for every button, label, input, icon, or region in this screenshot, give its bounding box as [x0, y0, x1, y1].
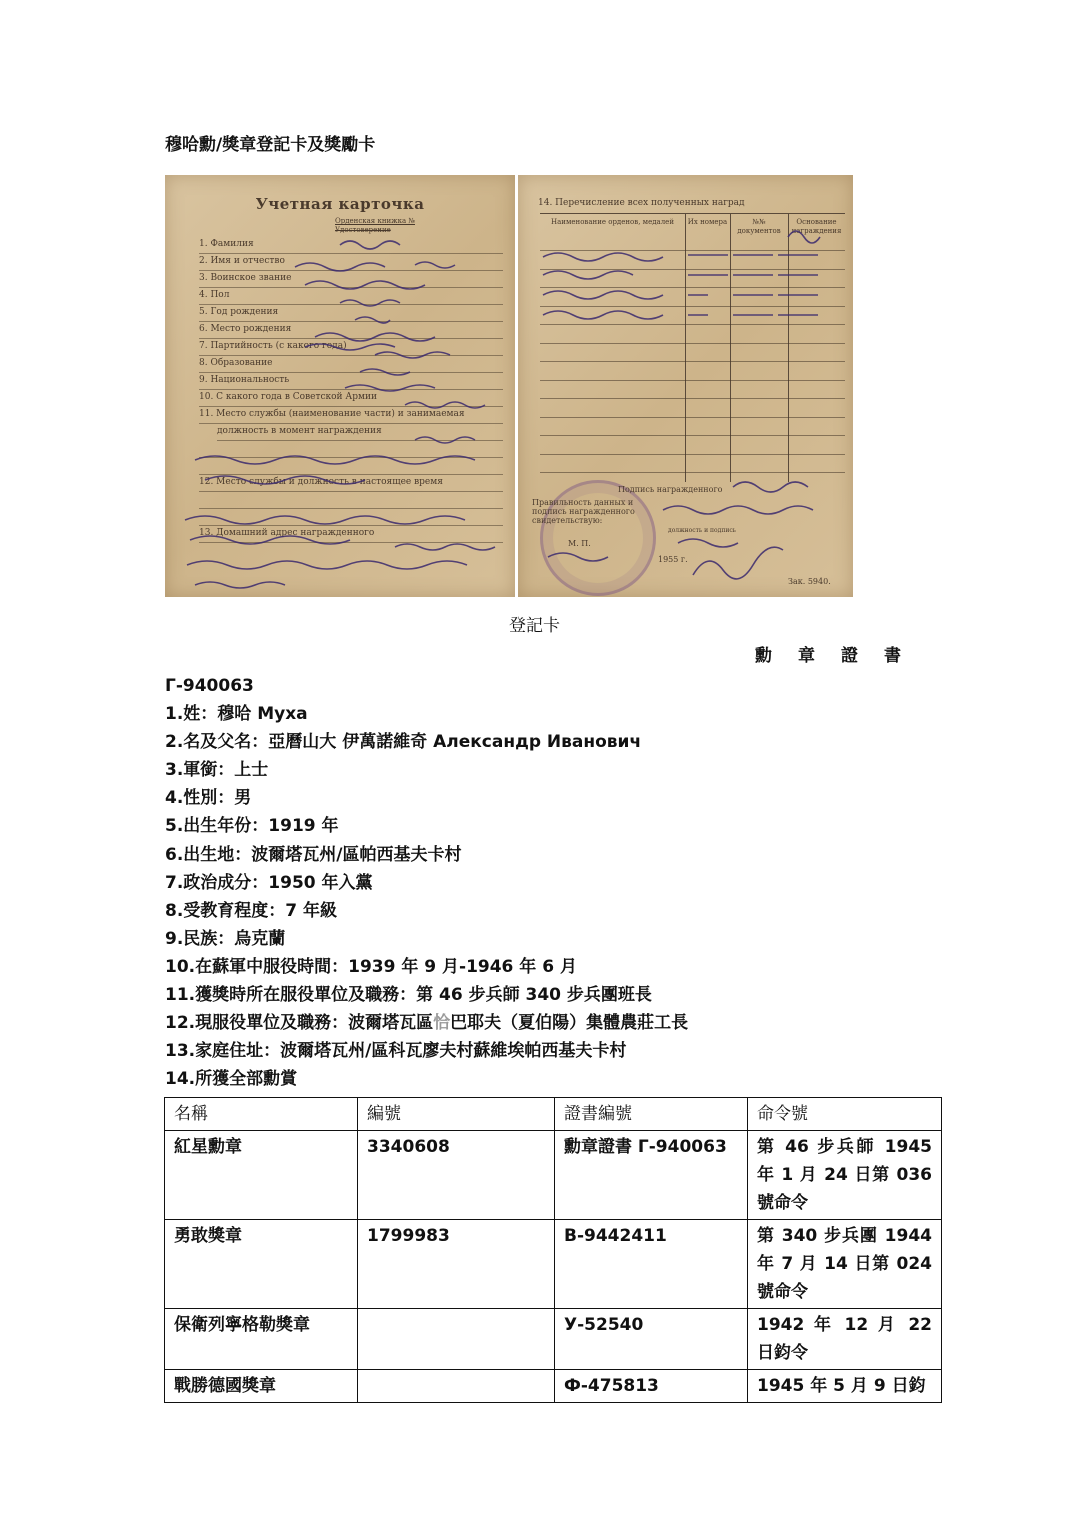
table-row [165, 1309, 942, 1370]
header-cell: 名稱 [165, 1098, 358, 1131]
text: 恰 [433, 1013, 451, 1034]
year-label: 1955 г. [658, 555, 688, 564]
header-cell: 證書編號 [555, 1098, 748, 1131]
award-name: 保衛列寧格勒獎章 [165, 1309, 358, 1370]
card-field-label: должность в момент награждения [217, 424, 503, 441]
table-row [165, 1370, 942, 1403]
field-nationality: 9.民族：烏克蘭 [165, 928, 286, 949]
card-field-label: 8. Образование [199, 356, 503, 373]
field-surname: 1.姓：穆哈 Муха [165, 704, 308, 725]
header-cell: 編號 [358, 1098, 555, 1131]
heading-char: 勳 [755, 646, 772, 666]
certificate-heading [755, 645, 927, 667]
table-header-row [165, 1098, 942, 1131]
card-field-label: 6. Место рождения [199, 322, 503, 339]
registration-card-front-image [165, 175, 515, 597]
certificate-number: Ф-475813 [555, 1370, 748, 1403]
handwriting-decoration [518, 175, 853, 597]
card-field-label: 7. Партийность (с какого года) [199, 339, 503, 356]
card-subtitle-struck: Удостоверение [335, 226, 391, 234]
table-row [165, 1220, 942, 1309]
card-field-label: 2. Имя и отчество [199, 254, 503, 271]
seal-label: М. П. [568, 539, 591, 548]
awards-table [164, 1097, 942, 1403]
card-title: Учетная карточка [255, 195, 425, 213]
card-field-label: 13. Домашний адрес награжденного [199, 526, 503, 543]
card-subtitle: Орденская книжка № [335, 217, 415, 225]
field-party: 7.政治成分：1950 年入黨 [165, 872, 373, 893]
heading-char: 書 [884, 646, 901, 666]
award-number [358, 1309, 555, 1370]
award-name: 戰勝德國獎章 [165, 1370, 358, 1403]
award-name: 勇敢獎章 [165, 1220, 358, 1309]
card-field-label: 4. Пол [199, 288, 503, 305]
order-number: 1942 年 12 月 22 日鈞令 [748, 1309, 942, 1370]
position-label: должность и подпись [668, 527, 736, 534]
field-education: 8.受教育程度：7 年級 [165, 900, 338, 921]
document-title: 穆哈勳/獎章登記卡及獎勵卡 [165, 135, 376, 155]
image-caption: 登記卡 [509, 616, 560, 636]
heading-char: 證 [841, 646, 858, 666]
handwriting-decoration [165, 175, 515, 597]
award-number: 3340608 [358, 1131, 555, 1220]
card-field-label: 10. С какого года в Советской Армии [199, 390, 503, 407]
text: 12.現服役單位及職務：波爾塔瓦區 [165, 1013, 434, 1034]
field-unit-at-award: 11.獲獎時所在服役單位及職務：第 46 步兵師 340 步兵團班長 [165, 985, 652, 1006]
signature-label: Подпись награжденного [618, 485, 723, 494]
col-header: Основание награждения [791, 218, 842, 235]
field-awards-heading: 14.所獲全部勳賞 [165, 1069, 298, 1090]
card-field-label: 12. Место службы и должность в настоящее время [199, 475, 503, 492]
award-number [358, 1370, 555, 1403]
awards-list-heading: 14. Перечисление всех полученных наград [538, 198, 745, 208]
field-current-position [165, 1009, 688, 1037]
registration-fields [165, 672, 688, 1093]
col-header: Наименование орденов, медалей [551, 218, 674, 226]
card-field-label: 1. Фамилия [199, 237, 503, 254]
certificate-number: У-52540 [555, 1309, 748, 1370]
field-service-period: 10.在蘇軍中服役時間：1939 年 9 月-1946 年 6 月 [165, 956, 577, 977]
registration-card-back-image [518, 175, 853, 597]
field-birthplace: 6.出生地：波爾塔瓦州/區帕西基夫卡村 [165, 844, 462, 865]
table-row [165, 1131, 942, 1220]
order-number: 1945 年 5 月 9 日鈞 [748, 1370, 942, 1403]
order-label: Зак. 5940. [788, 577, 831, 586]
certificate-number: В-9442411 [555, 1220, 748, 1309]
award-name: 紅星勳章 [165, 1131, 358, 1220]
col-header: Их номера [687, 218, 728, 226]
certificate-number: 勳章證書 Г-940063 [555, 1131, 748, 1220]
heading-char: 章 [798, 646, 815, 666]
award-number: 1799983 [358, 1220, 555, 1309]
header-cell: 命令號 [748, 1098, 942, 1131]
certify-label: Правильность данных и подпись награжденного свидетельствую: [532, 498, 635, 525]
order-number: 第 340 步兵團 1944 年 7 月 14 日第 024 號命令 [748, 1220, 942, 1309]
field-home-address: 13.家庭住址：波爾塔瓦州/區科瓦廖夫村蘇維埃帕西基夫卡村 [165, 1041, 627, 1062]
order-number: 第 46 步兵師 1945 年 1 月 24 日第 036 號命令 [748, 1131, 942, 1220]
certificate-number: Г-940063 [165, 676, 254, 696]
card-field-label: 9. Национальность [199, 373, 503, 390]
field-rank: 3.軍銜：上士 [165, 760, 269, 781]
card-field-label: 5. Год рождения [199, 305, 503, 322]
card-field-label: 3. Воинское звание [199, 271, 503, 288]
field-birth-year: 5.出生年份：1919 年 [165, 816, 339, 837]
field-gender: 4.性別：男 [165, 788, 252, 809]
text: 巴耶夫（夏伯陽）集體農莊工長 [450, 1013, 689, 1034]
col-header: №№ документов [737, 218, 781, 235]
field-name-patronymic: 2.名及父名：亞曆山大 伊萬諾維奇 Александр Иванович [165, 732, 642, 753]
card-field-label: 11. Место службы (наименование части) и занимаемая [199, 407, 503, 424]
